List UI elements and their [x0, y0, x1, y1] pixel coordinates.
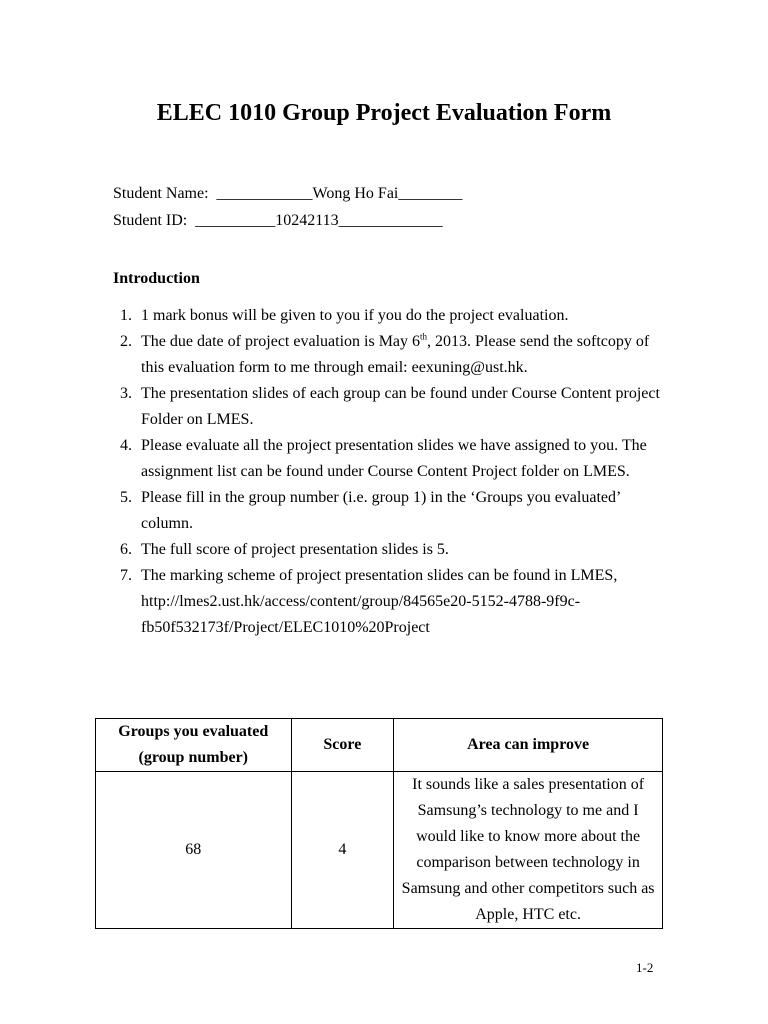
- page-number: 1-2: [636, 960, 654, 975]
- introduction-heading: Introduction: [113, 270, 200, 287]
- list-item: 4. Please evaluate all the project presentation slides we have assigned to you. The assignment list can be found under Course Content Project folder on LMES.: [120, 437, 647, 480]
- list-item-text: 1 mark bonus will be given to you if you do the project evaluation.: [141, 307, 569, 324]
- student-name-field: [113, 185, 462, 203]
- list-item-text: The full score of project presentation slides is 5.: [141, 541, 449, 558]
- introduction-list: [113, 303, 673, 641]
- list-item: 6. The full score of project presentation slides is 5.: [120, 541, 449, 558]
- list-item-text-cont: , 2013. Please send the softcopy of this evaluation form to me through email: eexuning@ust.hk.: [141, 333, 650, 376]
- table-row: [96, 772, 663, 929]
- cell-group-number[interactable]: 68: [96, 772, 292, 929]
- cell-score[interactable]: 4: [291, 772, 394, 929]
- student-id-field: [113, 212, 443, 230]
- list-item-text: The due date of project evaluation is May 6: [141, 333, 421, 350]
- list-item: 1. 1 mark bonus will be given to you if you do the project evaluation.: [120, 307, 569, 324]
- header-score: Score: [291, 719, 394, 772]
- list-item: 3. The presentation slides of each group can be found under Course Content project Folder on LMES.: [120, 385, 660, 428]
- student-id-label: Student ID:: [113, 212, 188, 229]
- student-name-label: Student Name:: [113, 185, 209, 202]
- superscript: th: [420, 331, 428, 342]
- list-item: 5. Please fill in the group number (i.e. group 1) in the ‘Groups you evaluated’ column.: [120, 489, 621, 532]
- list-item-text: Please evaluate all the project presentation slides we have assigned to you. The assignment list can be found under Course Content Project folder on LMES.: [141, 437, 647, 480]
- cell-area-can-improve[interactable]: It sounds like a sales presentation of Samsung’s technology to me and I would like to know more about the comparison between technology in Samsung and other competitors such as Apple, HTC etc.: [394, 772, 663, 929]
- student-id-value: __________10242113_____________: [195, 212, 443, 229]
- student-name-value: ____________Wong Ho Fai________: [216, 185, 463, 202]
- list-item: 7. The marking scheme of project presentation slides can be found in LMES, http://lmes2.ust.hk/access/content/group/84565e20-5152-4788-9f9c-fb50f532173f/Project/ELEC1010%20Project: [120, 567, 618, 636]
- list-item-text: The presentation slides of each group can be found under Course Content project Folder on LMES.: [141, 385, 660, 428]
- header-area-can-improve: Area can improve: [394, 719, 663, 772]
- list-item-text: The marking scheme of project presentation slides can be found in LMES, http://lmes2.ust.hk/access/content/group/84565e20-5152-4788-9f9c-fb50f532173f/Project/ELEC1010%20Project: [141, 567, 618, 636]
- table-header-row: [96, 719, 663, 772]
- header-groups-evaluated: Groups you evaluated (group number): [96, 719, 292, 772]
- list-item-text: Please fill in the group number (i.e. group 1) in the ‘Groups you evaluated’ column.: [141, 489, 621, 532]
- page-title: ELEC 1010 Group Project Evaluation Form: [156, 100, 612, 126]
- evaluation-table: [95, 718, 663, 929]
- list-item: 2. The due date of project evaluation is May 6th, 2013. Please send the softcopy of this evaluation form to me through email: eexuning@ust.hk.: [120, 331, 650, 376]
